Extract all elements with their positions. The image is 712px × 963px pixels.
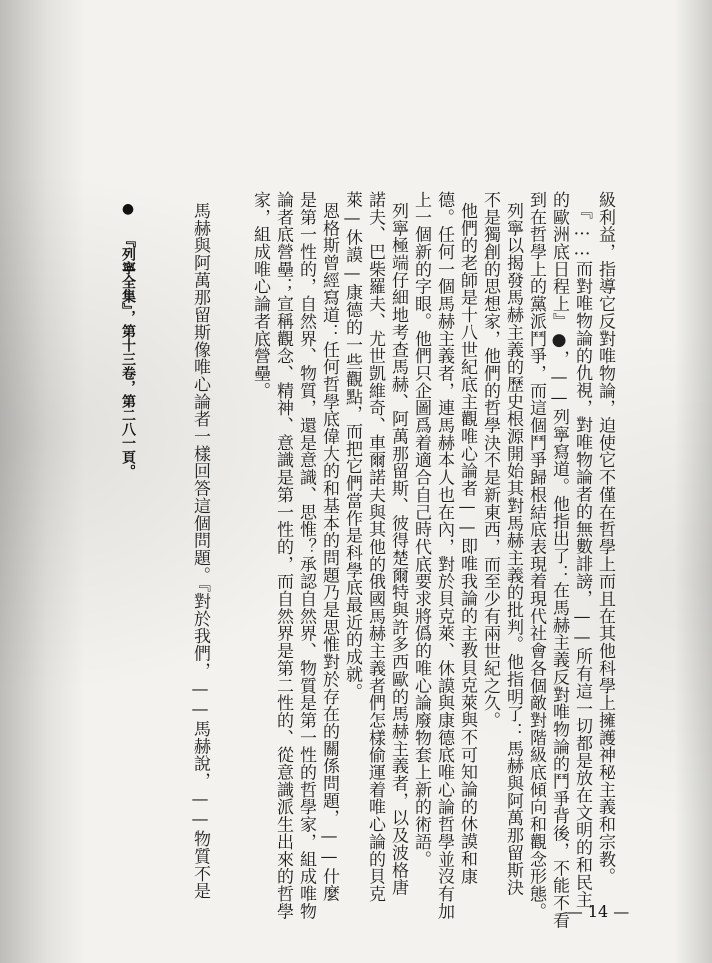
text-column: 不是獨創的思想家，他們的哲學決不是新東西，而至少有兩世紀之久。 — [480, 191, 500, 729]
left-page-edge — [0, 0, 85, 963]
text-column: 上一個新的字眼。他們只企圖爲着適合自己時代底要求將僞的唯心論廢物套上新的術語。 — [411, 191, 431, 868]
text-column: 的歐洲底日程上』●，——列寧寫道。他指出了：在馬赫主義反對唯物論的鬥爭背後，不能不看 — [549, 191, 569, 929]
text-column: 馬赫與阿萬那留斯像唯心論者一樣回答這個問題。『對於我們，——馬赫說，——物質不是 — [190, 202, 210, 900]
text-column: 是第一性的，自然界、物質，還是意識、思惟？承認自然界、物質是第一性的哲學家，組成唯物 — [296, 191, 316, 920]
text-column: 論者底營壘；宣稱觀念、精神、意識是第一性的，而自然界是第二性的、從意識派生出來的哲學 — [273, 191, 293, 920]
footnote: ● 『列寧全集』，第十三卷，第二八一頁。 — [120, 201, 136, 478]
text-column: 『……而對唯物論的仇視，對唯物論者的無數誹謗，——所有這一切都是放在文明的和民主 — [572, 202, 592, 908]
text-column: 家，組成唯心論者底營壘。 — [250, 191, 270, 400]
text-column: 恩格斯曾經寫道：任何哲學底偉大的和基本的問題乃是思惟對於存在的關係問題，——什麼 — [319, 202, 339, 902]
page-number: — 14 — — [566, 902, 630, 921]
text-column: 諾夫、巴柴羅夫、尤世凱維奇、車爾諾夫與其他的俄國馬赫主義者們怎樣偷運着唯心論的貝克 — [365, 191, 385, 903]
text-column: 列寧以揭發馬赫主義的歷史根源開始其對馬赫主義的批判。他指明了：馬赫與阿萬那留斯決 — [503, 202, 523, 896]
text-column: 級利益，指導它反對唯物論，迫使它不僅在哲學上而且在其他科學上擁護神秘主義和宗教。 — [595, 191, 615, 885]
text-column: 列寧極端仔細地考查馬赫、阿萬那留斯、彼得楚爾特與許多西歐的馬赫主義者，以及波格唐 — [388, 202, 408, 896]
text-column: 德。任何一個馬赫主義者，連馬赫本人也在內，對於貝克萊、休謨與康德底唯心論哲學並沒有加 — [434, 191, 454, 920]
text-column: 到在哲學上的黨派鬥爭，而這個鬥爭歸根結底表現着現代社會各個敵對階級底傾向和觀念形態。 — [526, 191, 546, 920]
right-page-edge — [674, 0, 712, 963]
text-column: 萊—休謨—康德的一些觀點，而把它們當作是科學底最近的成就。 — [342, 191, 362, 701]
text-column: 他們的老師是十八世紀底主觀唯心論者——即唯我論的主教貝克萊與不可知論的休謨和康 — [457, 202, 477, 885]
